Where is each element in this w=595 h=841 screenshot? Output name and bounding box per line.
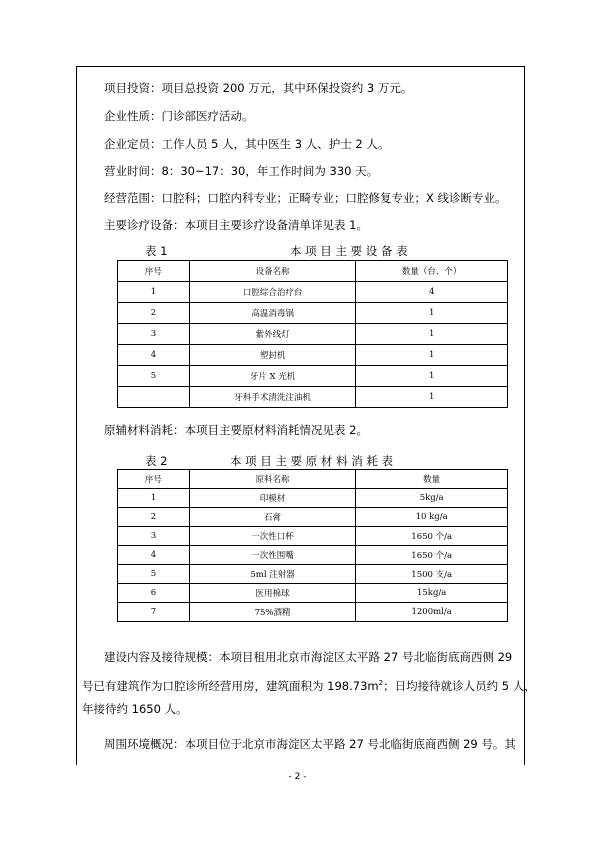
table-row bbox=[118, 546, 508, 565]
table-cell: 一次性围嘴 bbox=[189, 546, 356, 565]
table-cell: 紫外线灯 bbox=[189, 324, 356, 345]
table-row bbox=[118, 508, 508, 527]
table-cell: 石膏 bbox=[189, 508, 356, 527]
materials-intro-paragraph: 原辅材料消耗：本项目主要原材料消耗情况见表 2。 bbox=[104, 423, 368, 437]
table-row bbox=[118, 303, 508, 324]
table-cell: 牙片 X 光机 bbox=[189, 366, 356, 387]
table-row bbox=[118, 565, 508, 584]
table-cell: 1200ml/a bbox=[356, 603, 508, 622]
header-cell: 原料名称 bbox=[189, 470, 356, 489]
table-row bbox=[118, 324, 508, 345]
construction-line-3: 年接待约 1650 人。 bbox=[82, 702, 188, 716]
construction-line-1: 建设内容及接待规模：本项目租用北京市海淀区太平路 27 号北临街底商西侧 29 bbox=[104, 650, 513, 664]
table-cell: 7 bbox=[118, 603, 190, 622]
table1-label: 表 1 bbox=[145, 244, 168, 258]
table-row bbox=[118, 366, 508, 387]
materials-table bbox=[117, 469, 508, 622]
table-cell: 4 bbox=[118, 345, 190, 366]
table-cell: 6 bbox=[118, 584, 190, 603]
table-row bbox=[118, 584, 508, 603]
table-cell: 15kg/a bbox=[356, 584, 508, 603]
construction-text-a: 号已有建筑作为口腔诊所经营用房，建筑面积为 198.73m bbox=[82, 678, 379, 693]
table-header-row bbox=[118, 261, 508, 282]
construction-line-2 bbox=[82, 675, 536, 694]
table1-title: 本 项 目 主 要 设 备 表 bbox=[290, 244, 408, 258]
table-row bbox=[118, 489, 508, 508]
table-cell: 5 bbox=[118, 565, 190, 584]
header-cell: 设备名称 bbox=[189, 261, 356, 282]
table-cell: 一次性口杯 bbox=[189, 527, 356, 546]
table-cell: 10 kg/a bbox=[356, 508, 508, 527]
table-cell: 1 bbox=[356, 387, 508, 408]
table-row bbox=[118, 345, 508, 366]
nature-paragraph: 企业性质：门诊部医疗活动。 bbox=[104, 109, 254, 123]
table-header-row bbox=[118, 470, 508, 489]
table-row bbox=[118, 603, 508, 622]
table-cell: 1 bbox=[356, 345, 508, 366]
header-cell: 序号 bbox=[118, 470, 190, 489]
table-cell: 1650 个/a bbox=[356, 546, 508, 565]
investment-paragraph: 项目投资：项目总投资 200 万元，其中环保投资约 3 万元。 bbox=[104, 81, 413, 95]
equipment-intro-paragraph: 主要诊疗设备：本项目主要诊疗设备清单详见表 1。 bbox=[104, 218, 368, 232]
area-unit-superscript: 2 bbox=[378, 679, 384, 687]
header-cell: 数量 bbox=[356, 470, 508, 489]
table-cell: 塑封机 bbox=[189, 345, 356, 366]
table2-label: 表 2 bbox=[145, 454, 168, 468]
table-cell bbox=[118, 387, 190, 408]
table-cell: 印模材 bbox=[189, 489, 356, 508]
table-cell: 5kg/a bbox=[356, 489, 508, 508]
table-row bbox=[118, 527, 508, 546]
table-row bbox=[118, 387, 508, 408]
table-cell: 医用棉球 bbox=[189, 584, 356, 603]
table-cell: 1 bbox=[118, 282, 190, 303]
staff-paragraph: 企业定员：工作人员 5 人，其中医生 3 人、护士 2 人。 bbox=[104, 137, 390, 151]
table-cell: 5ml 注射器 bbox=[189, 565, 356, 584]
table-cell: 4 bbox=[356, 282, 508, 303]
table-cell: 4 bbox=[118, 546, 190, 565]
table-cell: 1500 支/a bbox=[356, 565, 508, 584]
header-cell: 序号 bbox=[118, 261, 190, 282]
table-cell: 2 bbox=[118, 303, 190, 324]
construction-text-b: ；日均接待就诊人员约 5 人， bbox=[383, 678, 536, 693]
table-cell: 1650 个/a bbox=[356, 527, 508, 546]
table-cell: 1 bbox=[356, 324, 508, 345]
hours-paragraph: 营业时间：8：30~17：30，年工作时间为 330 天。 bbox=[104, 164, 379, 178]
page-number: - 2 - bbox=[288, 772, 307, 782]
surroundings-paragraph: 周围环境概况：本项目位于北京市海淀区太平路 27 号北临街底商西侧 29 号。其 bbox=[104, 737, 516, 751]
table-cell: 5 bbox=[118, 366, 190, 387]
equipment-table bbox=[117, 260, 508, 408]
table-cell: 2 bbox=[118, 508, 190, 527]
table-cell: 1 bbox=[118, 489, 190, 508]
table-cell: 高温消毒锅 bbox=[189, 303, 356, 324]
table-cell: 牙科手术清洗注油机 bbox=[189, 387, 356, 408]
header-cell: 数量（台、个） bbox=[356, 261, 508, 282]
table-cell: 3 bbox=[118, 324, 190, 345]
table-cell: 75%酒精 bbox=[189, 603, 356, 622]
table-cell: 口腔综合治疗台 bbox=[189, 282, 356, 303]
scope-paragraph: 经营范围：口腔科；口腔内科专业；正畸专业；口腔修复专业；X 线诊断专业。 bbox=[104, 191, 507, 205]
table-cell: 3 bbox=[118, 527, 190, 546]
table-cell: 1 bbox=[356, 366, 508, 387]
table-row bbox=[118, 282, 508, 303]
table-cell: 1 bbox=[356, 303, 508, 324]
table2-title: 本 项 目 主 要 原 材 料 消 耗 表 bbox=[230, 454, 394, 468]
